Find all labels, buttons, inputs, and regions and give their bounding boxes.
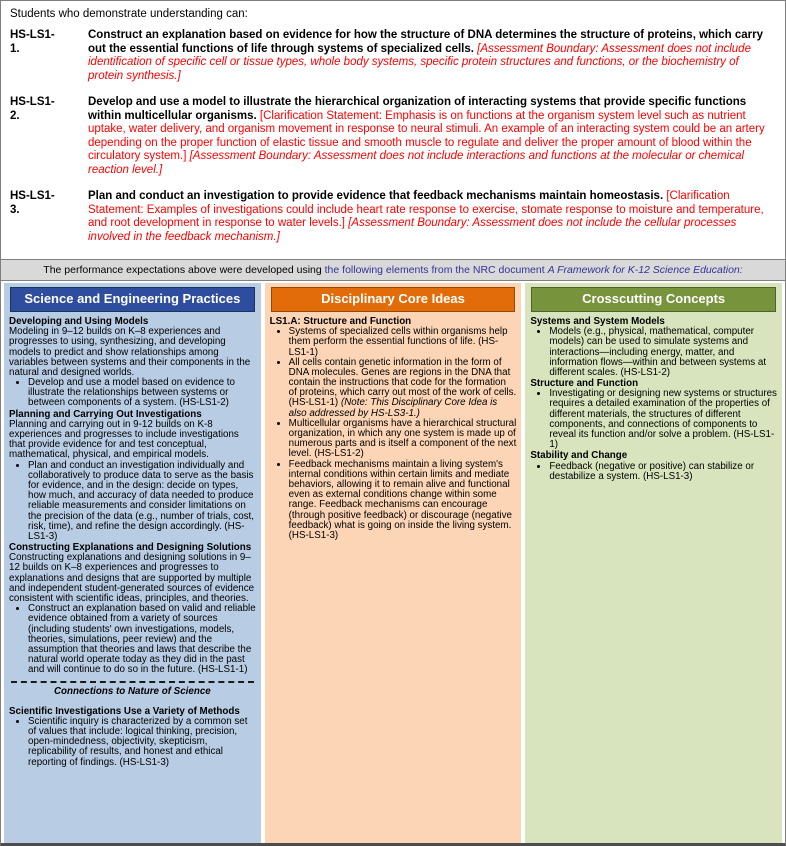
- column-heading: Stability and Change: [530, 450, 628, 462]
- bullet-list: [9, 378, 256, 409]
- pe-clarification-statement: [Clarification Statement: Emphasis is on functions at the organism system level such as nutrient uptake, water delivery, and organism movement in response to neural stimuli. An example of an interacting system could be an artery depending on the proper function of elastic tissue and smooth muscle to regulate and deliver the proper amount of blood within the circulatory system.]: [88, 109, 765, 162]
- pe-statement: Develop and use a model to illustrate the hierarchical organization of interacting systems that provide specific functions within multicellular organisms.: [88, 96, 747, 122]
- performance-expectations-section: [1, 1, 785, 259]
- dci-note: (Note: This Disciplinary Core Idea is also addressed by HS-LS3-1.): [288, 397, 498, 419]
- bullet-list: [9, 461, 256, 543]
- column-heading: Developing and Using Models: [9, 315, 149, 327]
- pe-statement: Plan and conduct an investigation to provide evidence that feedback mechanisms maintain homeostasis.: [88, 190, 667, 202]
- bullet-item: • Feedback (negative or positive) can stabilize or destabilize a system. (HS-LS1-3): [549, 462, 777, 482]
- bullet-item: • Systems of specialized cells within organisms help them perform the essential functions of life. (HS-LS1-1): [289, 327, 517, 358]
- pe-row: [10, 96, 776, 177]
- pe-assessment-boundary: [Assessment Boundary: Assessment does not include identification of specific cell or tissue types, whole body systems, specific protein structures and functions, or the biochemistry of protein synthesis.]: [88, 42, 751, 82]
- bullet-item: • All cells contain genetic information in the form of DNA molecules. Genes are regions in the DNA that contain the instructions that code for the formation of proteins, which carry out most of the work of cells. (HS-LS1-1) (Note: This Disciplinary Core Idea is also addressed by HS-LS3-1.): [289, 358, 517, 419]
- banner-text-blue: the following elements from the NRC document: [324, 264, 548, 276]
- column-paragraph: Planning and carrying out in 9-12 builds on K-8 experiences and progresses to include investigations that provide evidence for and test conceptual, mathematical, physical, and empirical models.: [9, 418, 239, 461]
- pe-statement: Construct an explanation based on evidence for how the structure of DNA determines the structure of proteins, which carry out the essential functions of life through systems of specialized cells.: [88, 29, 764, 55]
- pe-code: HS-LS1-1.: [10, 29, 55, 55]
- pe-text: [88, 96, 776, 177]
- pe-text: [88, 29, 776, 83]
- bullet-list: [530, 462, 777, 482]
- connections-to-nature-of-science-heading: Connections to Nature of Science: [53, 685, 211, 697]
- column-heading: Planning and Carrying Out Investigations: [9, 408, 202, 420]
- column-science-and-engineering-practices: [4, 283, 261, 843]
- bullet-item: • Construct an explanation based on valid and reliable evidence obtained from a variety of sources (including students' own investigations, models, theories, simulations, peer review) and the assumption that theories and laws that describe the natural world operate today as they did in the past and will continue to do so in the future. (HS-LS1-1): [28, 604, 256, 675]
- pe-clarification-statement: [Clarification Statement: Examples of investigations could include heart rate response to exercise, stomate response to moisture and temperature, and root development in response to water levels.]: [88, 190, 764, 229]
- pe-code: HS-LS1-2.: [10, 96, 55, 122]
- banner-framework-title: A Framework for K-12 Science Education:: [547, 264, 743, 276]
- bullet-list: [530, 327, 777, 378]
- bullet-item: • Multicellular organisms have a hierarchical structural organization, in which any one system is made up of numerous parts and is itself a component of the next level. (HS-LS1-2): [289, 419, 517, 460]
- pe-row: [10, 29, 776, 83]
- dci-column-header: Disciplinary Core Ideas: [271, 287, 516, 312]
- banner-text-plain: The performance expectations above were developed using: [43, 264, 325, 276]
- sep-column-body: [9, 317, 256, 768]
- column-heading: Scientific Investigations Use a Variety of Methods: [9, 705, 240, 717]
- dci-column-body: [270, 317, 517, 541]
- column-paragraph: Constructing explanations and designing solutions in 9–12 builds on K–8 experiences and progresses to explanations and designs that are supported by multiple and independent student-generated sources of evidence consistent with scientific ideas, principles, and theories.: [9, 552, 255, 604]
- column-heading: Structure and Function: [530, 378, 639, 390]
- bullet-item: • Develop and use a model based on evidence to illustrate the relationships between systems or between components of a system. (HS-LS1-2): [28, 378, 256, 409]
- ccc-column-body: [530, 317, 777, 482]
- pe-assessment-boundary: [Assessment Boundary: Assessment does not include the cellular processes involved in the feedback mechanism.]: [88, 217, 737, 243]
- bullet-item: • Scientific inquiry is characterized by a common set of values that include: logical thinking, precision, open-mindedness, objectivity, skepticism, replicability of results, and honest and ethical reporting of findings. (HS-LS1-3): [28, 717, 256, 768]
- column-crosscutting-concepts: [525, 283, 782, 843]
- bullet-list: [9, 717, 256, 768]
- bullet-item: • Investigating or designing new systems or structures requires a detailed examination of the properties of different materials, the structures of different components, and connections of components to reveal its function and/or solve a problem. (HS-LS1-1): [549, 389, 777, 450]
- bullet-list: [270, 327, 517, 541]
- dashed-divider: [11, 681, 254, 683]
- bullet-list: [9, 604, 256, 675]
- framework-banner: [1, 259, 785, 281]
- bullet-item: • Plan and conduct an investigation individually and collaboratively to produce data to serve as the basis for evidence, and in the design: decide on types, how much, and accuracy of data needed to produce reliable measurements and consider limitations on the precision of the data (e.g., number of trials, cost, risk, time), and refine the design accordingly. (HS-LS1-3): [28, 461, 256, 543]
- column-heading: Constructing Explanations and Designing Solutions: [9, 542, 252, 554]
- ccc-column-header: Crosscutting Concepts: [531, 287, 776, 312]
- bullet-list: [530, 389, 777, 450]
- pe-row: [10, 190, 776, 244]
- sep-column-header: Science and Engineering Practices: [10, 287, 255, 312]
- pe-code: HS-LS1-3.: [10, 190, 55, 216]
- bullet-item: • Feedback mechanisms maintain a living system's internal conditions within certain limits and mediate behaviors, allowing it to remain alive and functional even as external conditions change within some range. Feedback mechanisms can encourage (through positive feedback) or discourage (negative feedback) what is going on inside the living system. (HS-LS1-3): [289, 460, 517, 542]
- column-heading: LS1.A: Structure and Function: [269, 315, 412, 327]
- intro-line: Students who demonstrate understanding can:: [10, 8, 248, 20]
- pe-text: [88, 190, 776, 244]
- pe-assessment-boundary: [Assessment Boundary: Assessment does not include interactions and functions at the molecular or chemical reaction level.]: [88, 150, 745, 176]
- column-paragraph: Modeling in 9–12 builds on K–8 experiences and progresses to using, synthesizing, and developing models to predict and show relationships among variables between systems and their components in the natural and designed worlds.: [9, 326, 251, 378]
- column-heading: Systems and System Models: [530, 315, 665, 327]
- column-disciplinary-core-ideas: [265, 283, 522, 843]
- performance-expectations-list: [10, 29, 776, 244]
- foundation-boxes: [1, 281, 785, 843]
- bullet-item: • Models (e.g., physical, mathematical, computer models) can be used to simulate systems and interactions—including energy, matter, and information flows—within and between systems at different scales. (HS-LS1-2): [549, 327, 777, 378]
